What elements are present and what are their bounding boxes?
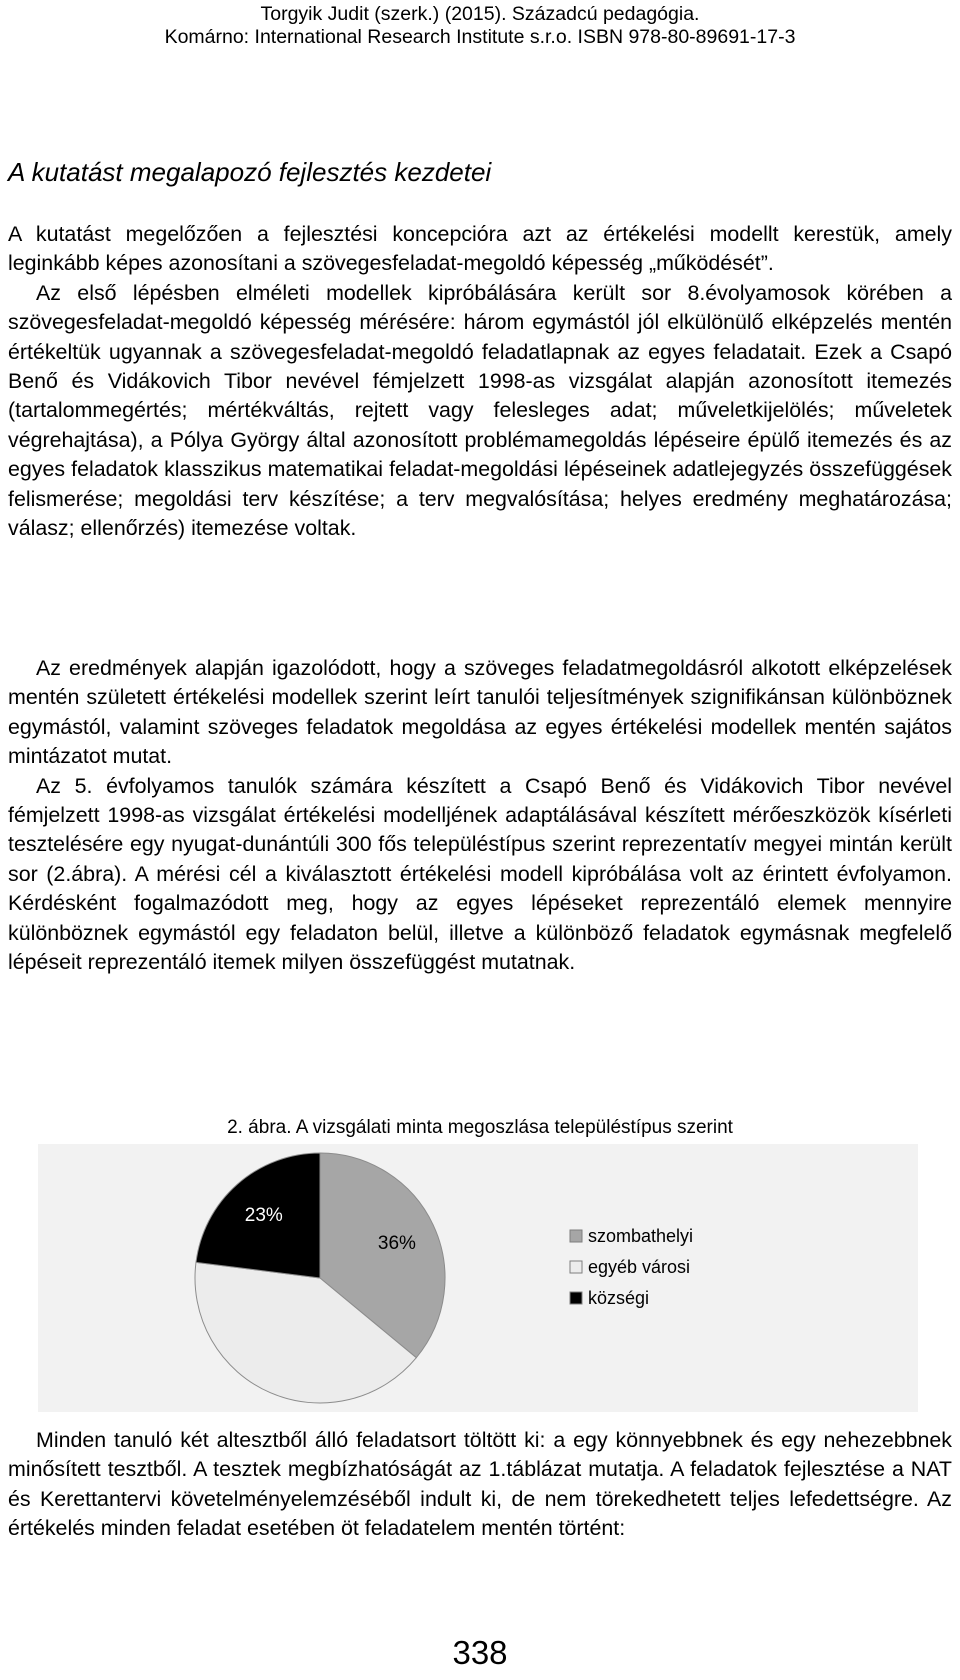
pie-chart (38, 1144, 918, 1412)
body-text-block-1 (8, 220, 952, 543)
legend-swatch-1 (570, 1261, 582, 1273)
legend-label-2: községi (588, 1288, 650, 1308)
figure-caption: 2. ábra. A vizsgálati minta megoszlása településtípus szerint (227, 1117, 733, 1138)
paragraph-5: Minden tanuló két altesztből álló feladatsort töltött ki: a egy könnyebbnek és egy nehezebbnek minősített tesztből. A tesztek megbízhatóságát az 1.táblázat mutatja. A feladatok fejlesztése a NAT és Kerettantervi követelményelemzéséből indult ki, de nem törekedhetett teljes lefedettségre. Az értékelés minden feladat esetében öt feladatelem mentén történt: (8, 1428, 952, 1541)
paragraph-1: A kutatást megelőzően a fejlesztési koncepcióra azt az értékelési modellt kerestük, amely leginkább képes azonosítani a szövegesfeladat-megoldó képesség „működését”. (8, 222, 952, 276)
legend-label-0: szombathelyi (588, 1226, 694, 1246)
body-text-block-2 (8, 654, 952, 977)
legend-swatch-2 (570, 1292, 582, 1304)
page-number: 338 (452, 1634, 508, 1671)
paragraph-4: Az 5. évfolyamos tanulók számára készített a Csapó Benő és Vidákovich Tibor nevével fémjelzett 1998-as vizsgálat értékelési modelljének adaptálásával készített mérőeszközök kísérleti tesztelésére egy nyugat-dunántúli 300 fős településtípus szerint reprezentatív megyei mintán került sor (2.ábra). A mérési cél a kiválasztott értékelési modell kipróbálása volt az érintett évfolyamon. Kérdésként fogalmazódott meg, hogy az egyes lépéseket reprezentáló elemek mennyire különböznek egymástól egy feladaton belül, illetve a különböző feladatok egymásnak megfelelő lépéseit reprezentáló itemek milyen összefüggést mutatnak. (8, 773, 952, 975)
pie-slice-label-0: 36% (377, 1232, 416, 1254)
pie-chart-frame (38, 1144, 918, 1412)
header-citation-line1: Torgyik Judit (szerk.) (2015). Századcú pedagógia. (260, 3, 700, 25)
paragraph-3: Az eredmények alapján igazolódott, hogy a szöveges feladatmegoldásról alkotott elképzelések mentén született értékelési modellek szerint leírt tanulói teljesítmények szignifikánsan különböznek egymástól, valamint szöveges feladatok megoldása az egyes értékelési modellek mentén sajátos mintázatot mutat. (8, 656, 952, 769)
section-title: A kutatást megalapozó fejlesztés kezdetei (8, 157, 492, 187)
legend-swatch-0 (570, 1230, 582, 1242)
legend-label-1: egyéb városi (588, 1257, 691, 1277)
header-citation-line2: Komárno: International Research Institute s.r.o. ISBN 978-80-89691-17-3 (164, 26, 796, 48)
pie-slice-label-2: 23% (244, 1205, 283, 1227)
body-text-block-3 (8, 1426, 952, 1544)
paragraph-2: Az első lépésben elméleti modellek kipróbálására került sor 8.évolyamosok körében a szövegesfeladat-megoldó képesség mérésére: három egymástól jól elkülönülő elképzelés mentén értékeltük ugyannak a szövegesfeladat-megoldó feladatlapnak az egyes feladatait. Ezek a Csapó Benő és Vidákovich Tibor nevével fémjelzett 1998-as vizsgálat alapján azonosított itemezés (tartalommegértés; mértékváltás, rejtett vagy felesleges adat; műveletkijelölés; műveletek végrehajtása), a Pólya György által azonosított problémamegoldás lépéseire épülő itemezés és az egyes feladatok klasszikus matematikai feladat-megoldási lépéseinek adatlejegyzés összefüggések felismerése; megoldási terv készítése; a terv megvalósítása; helyes eredmény meghatározása; válasz; ellenőrzés) itemezése voltak. (8, 280, 952, 541)
